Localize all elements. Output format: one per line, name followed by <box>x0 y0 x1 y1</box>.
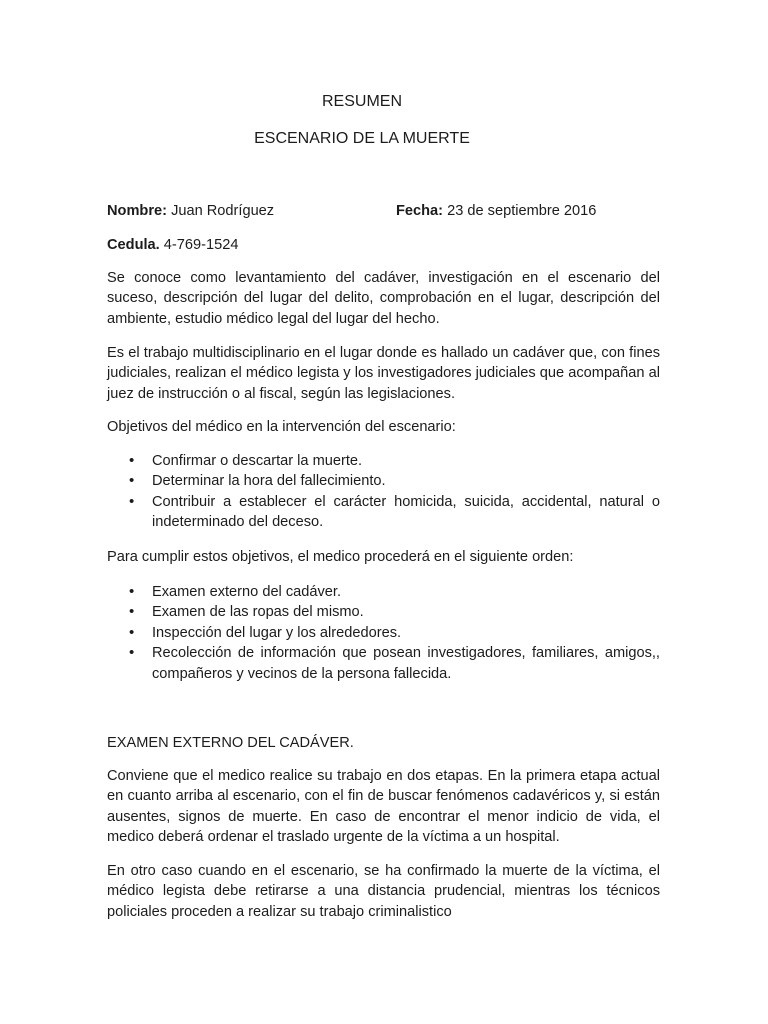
cedula-label: Cedula. <box>107 237 160 253</box>
list-item: • Recolección de información que posean investigadores, familiares, amigos,, compañeros y vecinos de la persona fallecida. <box>107 643 660 684</box>
document-title: RESUMEN <box>321 93 402 110</box>
list-item: • Examen de las ropas del mismo. <box>107 602 660 622</box>
nombre-label: Nombre: <box>107 203 167 219</box>
fecha-label: Fecha: <box>396 203 444 219</box>
fecha-value: 23 de septiembre 2016 <box>447 203 597 219</box>
cedula-value: 4-769-1524 <box>163 237 239 253</box>
paragraph-trabajo: Es el trabajo multidisciplinario en el lugar donde es hallado un cadáver que, con fines judiciales, realizan el médico legista y los investigadores judiciales que acompañan al juez de instrucción o al fiscal, según las legislaciones. <box>107 345 660 402</box>
objetivos-list <box>107 451 660 533</box>
section-heading: EXAMEN EXTERNO DEL CADÁVER. <box>107 735 354 751</box>
fecha-field <box>396 201 596 221</box>
document-subtitle: ESCENARIO DE LA MUERTE <box>254 130 470 147</box>
list-item: • Contribuir a establecer el carácter homicida, suicida, accidental, natural o indeterminado del deceso. <box>107 492 660 533</box>
paragraph-objetivos-intro: Objetivos del médico en la intervención del escenario: <box>107 419 456 435</box>
list-item: • Inspección del lugar y los alrededores. <box>107 623 660 643</box>
paragraph-etapas: Conviene que el medico realice su trabajo en dos etapas. En la primera etapa actual en cuanto arriba al escenario, con el fin de buscar fenómenos cadavéricos y, si están ausentes, signos de muerte. En caso de encontrar el menor indicio de vida, el medico deberá ordenar el traslado urgente de la víctima a un hospital. <box>107 768 660 846</box>
paragraph-otro-caso: En otro caso cuando en el escenario, se ha confirmado la muerte de la víctima, el médico legista debe retirarse a una distancia prudencial, mientras los técnicos policiales proceden a realizar su trabajo criminalistico <box>107 863 660 920</box>
paragraph-levantamiento: Se conoce como levantamiento del cadáver, investigación en el escenario del suceso, descripción del lugar del delito, comprobación en el lugar, descripción del ambiente, estudio médico legal del lugar del hecho. <box>107 270 660 327</box>
list-item: • Confirmar o descartar la muerte. <box>107 451 660 471</box>
nombre-value: Juan Rodríguez <box>171 203 275 219</box>
paragraph-orden-intro: Para cumplir estos objetivos, el medico procederá en el siguiente orden: <box>107 549 574 565</box>
cedula-field <box>107 235 238 255</box>
nombre-field <box>107 201 274 221</box>
orden-list <box>107 582 660 684</box>
list-item: • Determinar la hora del fallecimiento. <box>107 471 660 491</box>
list-item: • Examen externo del cadáver. <box>107 582 660 602</box>
